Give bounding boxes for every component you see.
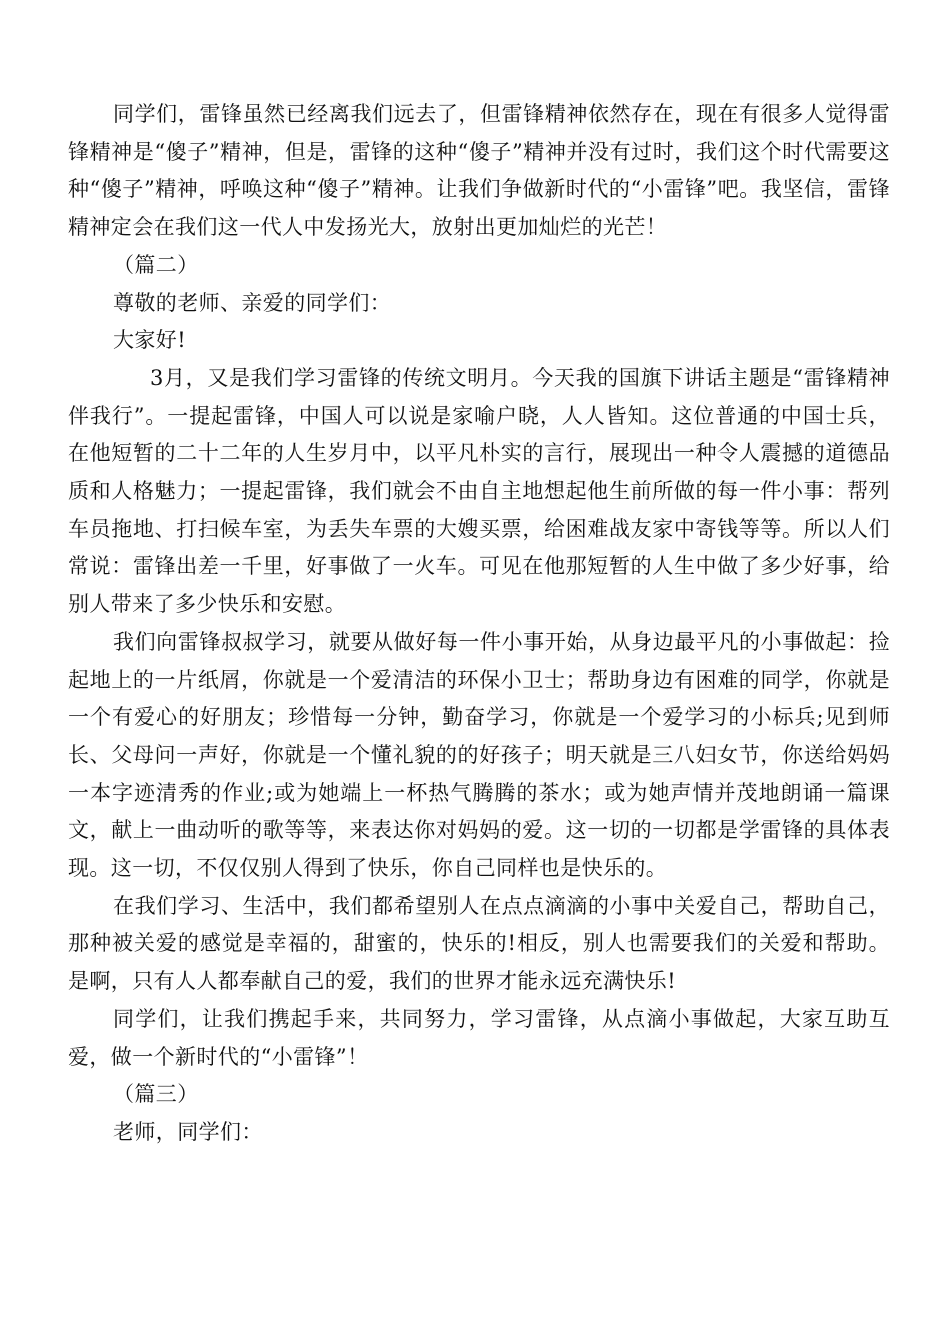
salutation-3: 老师，同学们： [113, 1119, 263, 1144]
document-body [68, 96, 890, 1152]
para-closing-part2: 同学们，让我们携起手来，共同努力，学习雷锋，从点滴小事做起，大家互助互爱，做一个新时代的“小雷锋”！ [68, 1006, 890, 1069]
section-heading-3: （篇三） [113, 1082, 199, 1107]
para-march-intro: 3月，又是我们学习雷锋的传统文明月。今天我的国旗下讲话主题是“雷锋精神伴我行”。一提起雷锋，中国人可以说是家喻户晓，人人皆知。这位普通的中国士兵，在他短暂的二十二年的人生岁月中，以平凡朴实的言行，展现出一种令人震撼的道德品质和人格魅力；一提起雷锋，我们就会不由自主地想起他生前所做的每一件小事：帮列车员拖地、打扫候车室，为丢失车票的大嫂买票，给困难战友家中寄钱等等。所以人们常说：雷锋出差一千里，好事做了一火车。可见在他那短暂的人生中做了多少好事，给别人带来了多少快乐和安慰。 [68, 365, 890, 617]
section-heading-2: （篇二） [113, 252, 199, 277]
para-learn-from-lei-feng: 我们向雷锋叔叔学习，就要从做好每一件小事开始，从身边最平凡的小事做起：捡起地上的一片纸屑，你就是一个爱清洁的环保小卫士；帮助身边有困难的同学，你就是一个有爱心的好朋友；珍惜每一分钟，勤奋学习，你就是一个爱学习的小标兵;见到师长、父母问一声好，你就是一个懂礼貌的的好孩子；明天就是三八妇女节，你送给妈妈一本字迹清秀的作业;或为她端上一杯热气腾腾的茶水；或为她声情并茂地朗诵一篇课文，献上一曲动听的歌等等，来表达你对妈妈的爱。这一切的一切都是学雷锋的具体表现。这一切，不仅仅别人得到了快乐，你自己同样也是快乐的。 [68, 629, 890, 881]
para-care-each-other: 在我们学习、生活中，我们都希望别人在点点滴滴的小事中关爱自己，帮助自己，那种被关爱的感觉是幸福的，甜蜜的，快乐的!相反，别人也需要我们的关爱和帮助。是啊，只有人人都奉献自己的爱，我们的世界才能永远充满快乐! [68, 893, 890, 994]
greeting-2: 大家好! [113, 328, 187, 353]
para-closing-part1: 同学们，雷锋虽然已经离我们远去了，但雷锋精神依然存在，现在有很多人觉得雷锋精神是“傻子”精神，但是，雷锋的这种“傻子”精神并没有过时，我们这个时代需要这种“傻子”精神，呼唤这种“傻子”精神。让我们争做新时代的“小雷锋”吧。我坚信，雷锋精神定会在我们这一代人中发扬光大，放射出更加灿烂的光芒！ [68, 102, 890, 240]
salutation-2: 尊敬的老师、亲爱的同学们： [113, 290, 392, 315]
